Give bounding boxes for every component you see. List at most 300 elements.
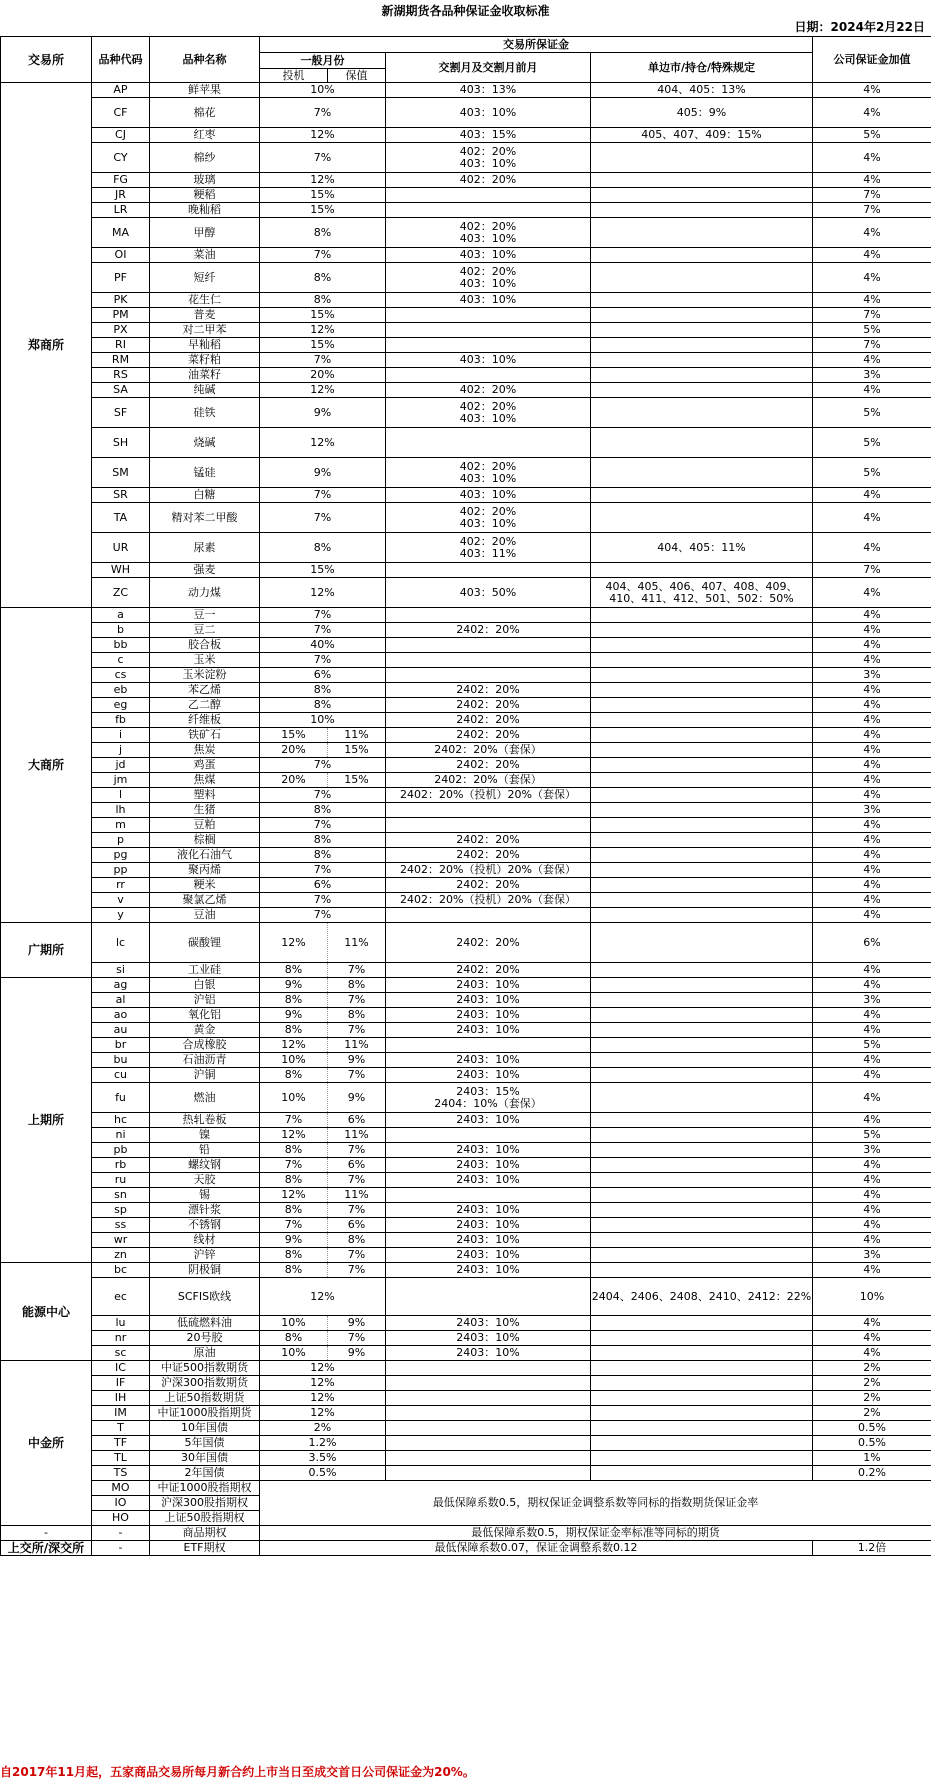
code-cell: cs	[92, 668, 150, 683]
table-row	[1, 668, 931, 683]
table-body	[1, 83, 931, 1556]
general-margin-cell: 2%	[260, 1421, 386, 1436]
spec-margin-cell: 12%	[260, 1128, 328, 1143]
name-cell: 烧碱	[150, 428, 260, 458]
delivery-cell	[386, 1421, 591, 1436]
delivery-cell: 2402：20%	[386, 728, 591, 743]
table-row	[1, 1466, 931, 1481]
delivery-cell: 402：20% 403：10%	[386, 143, 591, 173]
name-cell: 2年国债	[150, 1466, 260, 1481]
company-cell: 4%	[813, 218, 931, 248]
table-row	[1, 98, 931, 128]
general-margin-cell: 7%	[260, 908, 386, 923]
delivery-cell: 403：13%	[386, 83, 591, 98]
table-row	[1, 1188, 931, 1203]
table-row	[1, 1023, 931, 1038]
delivery-cell	[386, 803, 591, 818]
table-row	[1, 578, 931, 608]
code-cell: TS	[92, 1466, 150, 1481]
delivery-cell: 2403：10%	[386, 1113, 591, 1128]
delivery-cell: 2403：10%	[386, 1023, 591, 1038]
special-cell	[591, 893, 813, 908]
company-cell: 4%	[813, 263, 931, 293]
delivery-cell	[386, 203, 591, 218]
company-cell: 4%	[813, 848, 931, 863]
name-cell: 上证50股指期权	[150, 1511, 260, 1526]
name-cell: 上证50指数期货	[150, 1391, 260, 1406]
spec-margin-cell: 9%	[260, 1233, 328, 1248]
delivery-cell	[386, 1188, 591, 1203]
general-margin-cell: 3.5%	[260, 1451, 386, 1466]
company-cell: 5%	[813, 128, 931, 143]
general-margin-cell: 12%	[260, 1391, 386, 1406]
name-cell: 商品期权	[150, 1526, 260, 1541]
table-row	[1, 833, 931, 848]
code-cell: MA	[92, 218, 150, 248]
code-cell: si	[92, 963, 150, 978]
special-cell	[591, 218, 813, 248]
company-cell: 4%	[813, 1053, 931, 1068]
general-margin-cell: 8%	[260, 848, 386, 863]
delivery-cell: 2403：10%	[386, 1068, 591, 1083]
general-margin-cell: 8%	[260, 698, 386, 713]
special-cell: 404、405：13%	[591, 83, 813, 98]
table-row	[1, 1361, 931, 1376]
name-cell: 工业硅	[150, 963, 260, 978]
delivery-cell	[386, 1376, 591, 1391]
header-delivery: 交割月及交割月前月	[386, 53, 591, 83]
table-row	[1, 1128, 931, 1143]
table-row	[1, 653, 931, 668]
name-cell: 鸡蛋	[150, 758, 260, 773]
spec-margin-cell: 8%	[260, 1023, 328, 1038]
exchange-cell: 上交所/深交所	[1, 1541, 92, 1556]
special-cell: 405：9%	[591, 98, 813, 128]
table-row	[1, 1278, 931, 1316]
delivery-cell	[386, 1406, 591, 1421]
name-cell: 玻璃	[150, 173, 260, 188]
table-row	[1, 128, 931, 143]
code-cell: lc	[92, 923, 150, 963]
delivery-cell	[386, 668, 591, 683]
table-row	[1, 188, 931, 203]
special-cell	[591, 908, 813, 923]
spec-margin-cell: 10%	[260, 1083, 328, 1113]
spec-margin-cell: 10%	[260, 1346, 328, 1361]
exchange-cell: 郑商所	[1, 83, 92, 608]
general-margin-cell: 12%	[260, 1278, 386, 1316]
company-cell: 10%	[813, 1278, 931, 1316]
table-row	[1, 428, 931, 458]
code-cell: pp	[92, 863, 150, 878]
delivery-cell	[386, 1451, 591, 1466]
special-cell	[591, 188, 813, 203]
special-cell	[591, 338, 813, 353]
hedge-margin-cell: 8%	[328, 978, 386, 993]
delivery-cell: 2402：20%	[386, 848, 591, 863]
company-cell: 4%	[813, 908, 931, 923]
company-cell: 4%	[813, 878, 931, 893]
table-row	[1, 1068, 931, 1083]
company-cell: 4%	[813, 1113, 931, 1128]
table-row	[1, 83, 931, 98]
hedge-margin-cell: 7%	[328, 1068, 386, 1083]
name-cell: 5年国债	[150, 1436, 260, 1451]
delivery-cell: 402：20% 403：10%	[386, 263, 591, 293]
code-cell: -	[92, 1541, 150, 1556]
code-cell: TF	[92, 1436, 150, 1451]
delivery-cell: 402：20%	[386, 383, 591, 398]
hedge-margin-cell: 7%	[328, 1143, 386, 1158]
name-cell: 低硫燃料油	[150, 1316, 260, 1331]
special-cell	[591, 1038, 813, 1053]
table-row	[1, 863, 931, 878]
general-margin-cell: 7%	[260, 98, 386, 128]
company-cell: 0.5%	[813, 1436, 931, 1451]
code-cell: b	[92, 623, 150, 638]
company-cell: 2%	[813, 1391, 931, 1406]
spec-margin-cell: 8%	[260, 1203, 328, 1218]
hedge-margin-cell: 7%	[328, 1023, 386, 1038]
special-cell	[591, 1263, 813, 1278]
name-cell: 硅铁	[150, 398, 260, 428]
code-cell: i	[92, 728, 150, 743]
special-cell	[591, 398, 813, 428]
table-row	[1, 218, 931, 248]
table-row	[1, 1481, 931, 1496]
special-cell	[591, 1361, 813, 1376]
name-cell: 石油沥青	[150, 1053, 260, 1068]
company-cell: 4%	[813, 638, 931, 653]
general-margin-cell: 15%	[260, 563, 386, 578]
special-cell	[591, 1233, 813, 1248]
name-cell: 油菜籽	[150, 368, 260, 383]
delivery-cell	[386, 1278, 591, 1316]
table-row	[1, 698, 931, 713]
code-cell: SH	[92, 428, 150, 458]
code-cell: pg	[92, 848, 150, 863]
code-cell: au	[92, 1023, 150, 1038]
special-cell	[591, 248, 813, 263]
code-cell: eg	[92, 698, 150, 713]
name-cell: 甲醇	[150, 218, 260, 248]
header-company: 公司保证金加值	[813, 37, 931, 83]
table-row	[1, 908, 931, 923]
delivery-cell: 403：15%	[386, 128, 591, 143]
general-margin-cell: 8%	[260, 533, 386, 563]
delivery-cell	[386, 638, 591, 653]
delivery-cell: 402：20% 403：10%	[386, 503, 591, 533]
company-cell: 7%	[813, 188, 931, 203]
special-cell	[591, 1128, 813, 1143]
general-margin-cell: 8%	[260, 833, 386, 848]
header-exchange: 交易所	[1, 37, 92, 83]
delivery-cell: 402：20% 403：10%	[386, 458, 591, 488]
spec-margin-cell: 8%	[260, 1068, 328, 1083]
delivery-cell: 2402：20%	[386, 623, 591, 638]
code-cell: bc	[92, 1263, 150, 1278]
company-cell: 4%	[813, 773, 931, 788]
delivery-cell	[386, 338, 591, 353]
company-cell: 4%	[813, 353, 931, 368]
company-cell: 2%	[813, 1406, 931, 1421]
general-margin-cell: 15%	[260, 338, 386, 353]
special-cell	[591, 818, 813, 833]
name-cell: 10年国债	[150, 1421, 260, 1436]
footnote: 自2017年11月起，五家商品交易所每月新合约上市当日至成交首日公司保证金为20%。	[0, 1765, 475, 1779]
code-cell: HO	[92, 1511, 150, 1526]
name-cell: 粳米	[150, 878, 260, 893]
code-cell: fu	[92, 1083, 150, 1113]
delivery-cell: 2403：10%	[386, 1263, 591, 1278]
general-margin-cell: 6%	[260, 668, 386, 683]
name-cell: 焦炭	[150, 743, 260, 758]
name-cell: SCFIS欧线	[150, 1278, 260, 1316]
table-row	[1, 563, 931, 578]
special-cell	[591, 993, 813, 1008]
margin-table	[0, 36, 931, 1556]
table-row	[1, 818, 931, 833]
special-cell	[591, 653, 813, 668]
general-margin-cell: 8%	[260, 803, 386, 818]
code-cell: -	[92, 1526, 150, 1541]
delivery-cell: 2402：20%	[386, 878, 591, 893]
table-row	[1, 623, 931, 638]
general-margin-cell: 15%	[260, 203, 386, 218]
spec-margin-cell: 9%	[260, 978, 328, 993]
name-cell: 螺纹钢	[150, 1158, 260, 1173]
name-cell: 棉纱	[150, 143, 260, 173]
name-cell: 沪深300股指期权	[150, 1496, 260, 1511]
delivery-cell: 2402：20%	[386, 833, 591, 848]
hedge-margin-cell: 7%	[328, 1263, 386, 1278]
code-cell: c	[92, 653, 150, 668]
exchange-cell: 中金所	[1, 1361, 92, 1526]
hedge-margin-cell: 11%	[328, 923, 386, 963]
name-cell: 菜油	[150, 248, 260, 263]
company-cell: 5%	[813, 458, 931, 488]
special-cell	[591, 263, 813, 293]
special-cell	[591, 428, 813, 458]
delivery-cell: 402：20% 403：10%	[386, 218, 591, 248]
spec-margin-cell: 9%	[260, 1008, 328, 1023]
hedge-margin-cell: 9%	[328, 1316, 386, 1331]
spec-margin-cell: 8%	[260, 1263, 328, 1278]
delivery-cell: 2402：20%	[386, 758, 591, 773]
name-cell: 普麦	[150, 308, 260, 323]
code-cell: wr	[92, 1233, 150, 1248]
table-row	[1, 758, 931, 773]
company-cell: 4%	[813, 978, 931, 993]
company-cell: 4%	[813, 1331, 931, 1346]
exchange-cell: 广期所	[1, 923, 92, 978]
code-cell: CY	[92, 143, 150, 173]
spec-margin-cell: 10%	[260, 1316, 328, 1331]
delivery-cell	[386, 1466, 591, 1481]
name-cell: 棕榈	[150, 833, 260, 848]
exchange-cell: 上期所	[1, 978, 92, 1263]
code-cell: SR	[92, 488, 150, 503]
general-margin-cell: 10%	[260, 713, 386, 728]
name-cell: 合成橡胶	[150, 1038, 260, 1053]
special-cell	[591, 173, 813, 188]
general-margin-cell: 7%	[260, 623, 386, 638]
table-row	[1, 263, 931, 293]
name-cell: 锡	[150, 1188, 260, 1203]
company-cell: 4%	[813, 683, 931, 698]
name-cell: 中证1000股指期货	[150, 1406, 260, 1421]
delivery-cell: 2402：20%	[386, 713, 591, 728]
header-general-month: 一般月份	[260, 53, 386, 69]
name-cell: 原油	[150, 1346, 260, 1361]
table-row	[1, 803, 931, 818]
delivery-cell: 2403：10%	[386, 1346, 591, 1361]
code-cell: SM	[92, 458, 150, 488]
table-row	[1, 1083, 931, 1113]
company-cell: 4%	[813, 248, 931, 263]
general-margin-cell: 12%	[260, 578, 386, 608]
spec-margin-cell: 12%	[260, 1188, 328, 1203]
table-row	[1, 173, 931, 188]
name-cell: 生猪	[150, 803, 260, 818]
table-row	[1, 608, 931, 623]
code-cell: IC	[92, 1361, 150, 1376]
name-cell: 鲜苹果	[150, 83, 260, 98]
hedge-margin-cell: 7%	[328, 963, 386, 978]
header-spec: 投机	[260, 69, 328, 83]
hedge-margin-cell: 11%	[328, 1188, 386, 1203]
name-cell: 纯碱	[150, 383, 260, 398]
special-cell	[591, 1451, 813, 1466]
company-cell: 4%	[813, 143, 931, 173]
company-cell: 4%	[813, 623, 931, 638]
special-cell	[591, 863, 813, 878]
company-cell: 7%	[813, 338, 931, 353]
hedge-margin-cell: 15%	[328, 773, 386, 788]
code-cell: al	[92, 993, 150, 1008]
table-row	[1, 848, 931, 863]
options-rule-cell: 最低保障系数0.07，保证金调整系数0.12	[260, 1541, 813, 1556]
table-row	[1, 488, 931, 503]
delivery-cell	[386, 608, 591, 623]
code-cell: hc	[92, 1113, 150, 1128]
code-cell: rb	[92, 1158, 150, 1173]
company-cell: 3%	[813, 993, 931, 1008]
special-cell	[591, 743, 813, 758]
general-margin-cell: 7%	[260, 893, 386, 908]
name-cell: 不锈钢	[150, 1218, 260, 1233]
special-cell: 404、405：11%	[591, 533, 813, 563]
special-cell	[591, 1346, 813, 1361]
table-row	[1, 203, 931, 218]
code-cell: IH	[92, 1391, 150, 1406]
delivery-cell: 2402：20%（投机）20%（套保）	[386, 893, 591, 908]
name-cell: 乙二醇	[150, 698, 260, 713]
general-margin-cell: 7%	[260, 653, 386, 668]
company-cell: 4%	[813, 1083, 931, 1113]
company-cell: 2%	[813, 1361, 931, 1376]
code-cell: CF	[92, 98, 150, 128]
general-margin-cell: 12%	[260, 1406, 386, 1421]
table-row	[1, 1113, 931, 1128]
general-margin-cell: 12%	[260, 1361, 386, 1376]
special-cell	[591, 503, 813, 533]
delivery-cell	[386, 368, 591, 383]
general-margin-cell: 15%	[260, 188, 386, 203]
delivery-cell	[386, 1436, 591, 1451]
table-row	[1, 1406, 931, 1421]
company-cell: 4%	[813, 383, 931, 398]
general-margin-cell: 0.5%	[260, 1466, 386, 1481]
hedge-margin-cell: 11%	[328, 1128, 386, 1143]
table-row	[1, 728, 931, 743]
company-cell: 5%	[813, 398, 931, 428]
special-cell	[591, 1173, 813, 1188]
table-row	[1, 308, 931, 323]
table-row	[1, 353, 931, 368]
code-cell: MO	[92, 1481, 150, 1496]
special-cell	[591, 1376, 813, 1391]
delivery-cell: 2402：20%（投机）20%（套保）	[386, 863, 591, 878]
table-row	[1, 638, 931, 653]
company-cell: 4%	[813, 1188, 931, 1203]
general-margin-cell: 8%	[260, 293, 386, 308]
delivery-cell: 2403：10%	[386, 978, 591, 993]
code-cell: fb	[92, 713, 150, 728]
name-cell: 尿素	[150, 533, 260, 563]
special-cell: 405、407、409：15%	[591, 128, 813, 143]
delivery-cell: 2402：20%（套保）	[386, 743, 591, 758]
name-cell: 动力煤	[150, 578, 260, 608]
name-cell: 粳稻	[150, 188, 260, 203]
code-cell: ZC	[92, 578, 150, 608]
name-cell: 豆油	[150, 908, 260, 923]
special-cell	[591, 203, 813, 218]
general-margin-cell: 8%	[260, 683, 386, 698]
company-cell: 4%	[813, 1263, 931, 1278]
table-row	[1, 1248, 931, 1263]
name-cell: 沪深300指数期货	[150, 1376, 260, 1391]
delivery-cell: 403：50%	[386, 578, 591, 608]
code-cell: AP	[92, 83, 150, 98]
spec-margin-cell: 12%	[260, 1038, 328, 1053]
special-cell	[591, 788, 813, 803]
company-cell: 4%	[813, 488, 931, 503]
delivery-cell: 2403：10%	[386, 1173, 591, 1188]
general-margin-cell: 7%	[260, 353, 386, 368]
hedge-margin-cell: 6%	[328, 1218, 386, 1233]
company-cell: 4%	[813, 1316, 931, 1331]
table-row	[1, 993, 931, 1008]
hedge-margin-cell: 6%	[328, 1113, 386, 1128]
table-row	[1, 383, 931, 398]
company-cell: 7%	[813, 203, 931, 218]
special-cell	[591, 1331, 813, 1346]
code-cell: TL	[92, 1451, 150, 1466]
general-margin-cell: 7%	[260, 608, 386, 623]
company-cell: 4%	[813, 1346, 931, 1361]
code-cell: j	[92, 743, 150, 758]
special-cell	[591, 713, 813, 728]
delivery-cell	[386, 188, 591, 203]
delivery-cell	[386, 908, 591, 923]
code-cell: l	[92, 788, 150, 803]
delivery-cell	[386, 653, 591, 668]
report-date: 日期：2024年2月22日	[794, 20, 925, 34]
company-cell: 1%	[813, 1451, 931, 1466]
general-margin-cell: 7%	[260, 488, 386, 503]
table-row	[1, 963, 931, 978]
